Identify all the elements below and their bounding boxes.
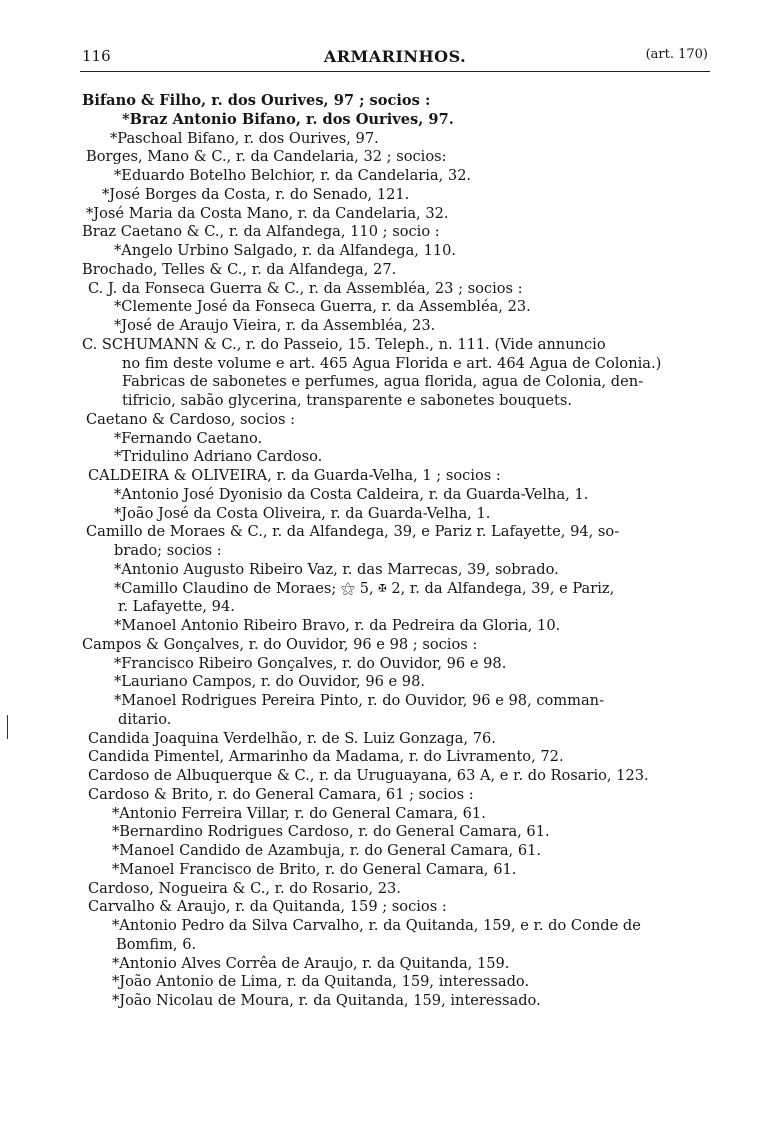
entry-line: Camillo de Moraes & C., r. da Alfandega, 39, e Pariz r. Lafayette, 94, so-: [86, 523, 620, 541]
entry-line: Campos & Gonçalves, r. do Ouvidor, 96 e 98 ; socios :: [82, 635, 478, 653]
section-title: ARMARINHOS.: [323, 47, 467, 66]
entry-line: *Fernando Caetano.: [114, 429, 263, 447]
entry-line: *Antonio Alves Corrêa de Araujo, r. da Quitanda, 159.: [112, 954, 510, 972]
entry-line: *Bernardino Rodrigues Cardoso, r. do General Camara, 61.: [112, 823, 550, 841]
directory-entries: [82, 92, 722, 1011]
entry-line: *Antonio Ferreira Villar, r. do General Camara, 61.: [112, 804, 486, 822]
entry-line: *José Maria da Costa Mano, r. da Candelaria, 32.: [86, 204, 449, 222]
entry-line: Caetano & Cardoso, socios :: [86, 410, 295, 428]
entry-line: Fabricas de sabonetes e perfumes, agua florida, agua de Colonia, den-: [122, 373, 644, 391]
entry-line: *Antonio José Dyonisio da Costa Caldeira, r. da Guarda-Velha, 1.: [114, 485, 589, 503]
entry-line: Braz Caetano & C., r. da Alfandega, 110 ; socio :: [82, 223, 440, 241]
entry-line: *João Nicolau de Moura, r. da Quitanda, 159, interessado.: [112, 992, 541, 1009]
entry-line: *Paschoal Bifano, r. dos Ourives, 97.: [110, 129, 379, 147]
entry-line: ditario.: [118, 710, 172, 728]
entry-line: *Angelo Urbino Salgado, r. da Alfandega, 110.: [114, 242, 457, 259]
entry-line: brado; socios :: [114, 542, 222, 559]
entry-line: *Antonio Pedro da Silva Carvalho, r. da Quitanda, 159, e r. do Conde de: [112, 917, 641, 934]
entry-line: *Manoel Rodrigues Pereira Pinto, r. do Ouvidor, 96 e 98, comman-: [114, 692, 605, 709]
entry-line: *Manoel Antonio Ribeiro Bravo, r. da Pedreira da Gloria, 10.: [114, 617, 561, 634]
entry-line: *Clemente José da Fonseca Guerra, r. da Assembléa, 23.: [114, 298, 531, 316]
entry-line: C. J. da Fonseca Guerra & C., r. da Assembléa, 23 ; socios :: [88, 279, 523, 297]
entry-line: *José Borges da Costa, r. do Senado, 121.: [102, 185, 410, 203]
entry-line: tifricio, sabão glycerina, transparente e sabonetes bouquets.: [122, 392, 573, 409]
entry-line: *Braz Antonio Bifano, r. dos Ourives, 97.: [122, 110, 454, 128]
entry-line: Cardoso, Nogueira & C., r. do Rosario, 23.: [88, 879, 401, 897]
entry-line: *João José da Costa Oliveira, r. da Guarda-Velha, 1.: [114, 504, 491, 522]
entry-line: no fim deste volume e art. 465 Agua Florida e art. 464 Agua de Colonia.): [122, 354, 662, 372]
entry-line: *Lauriano Campos, r. do Ouvidor, 96 e 98.: [114, 673, 426, 691]
entry-line: *Manoel Francisco de Brito, r. do General Camara, 61.: [112, 860, 517, 878]
entry-line: r. Lafayette, 94.: [118, 598, 235, 616]
entry-line: *João Antonio de Lima, r. da Quitanda, 159, interessado.: [112, 973, 530, 991]
entry-line: Bomfim, 6.: [116, 935, 197, 953]
margin-mark: [7, 715, 8, 739]
entry-line: *Manoel Candido de Azambuja, r. do General Camara, 61.: [112, 842, 542, 859]
entry-line: CALDEIRA & OLIVEIRA, r. da Guarda-Velha, 1 ; socios :: [88, 467, 501, 484]
entry-line: *Francisco Ribeiro Gonçalves, r. do Ouvidor, 96 e 98.: [114, 654, 507, 672]
entry-line: Carvalho & Araujo, r. da Quitanda, 159 ; socios :: [88, 898, 447, 916]
entry-line: *Camillo Claudino de Moraes; ⚝ 5, ✠ 2, r. da Alfandega, 39, e Pariz,: [114, 579, 615, 597]
entry-line: *Eduardo Botelho Belchior, r. da Candelaria, 32.: [114, 167, 472, 184]
entry-line: Cardoso & Brito, r. do General Camara, 61 ; socios :: [88, 785, 474, 803]
entry-line: *Antonio Augusto Ribeiro Vaz, r. das Marrecas, 39, sobrado.: [114, 560, 559, 578]
entry-line: C. SCHUMANN & C., r. do Passeio, 15. Teleph., n. 111. (Vide annuncio: [82, 335, 606, 353]
entry-line: Cardoso de Albuquerque & C., r. da Uruguayana, 63 A, e r. do Rosario, 123.: [88, 767, 649, 784]
page-header: [80, 47, 710, 72]
entry-line: *José de Araujo Vieira, r. da Assembléa, 23.: [114, 317, 436, 334]
entry-line: Candida Pimentel, Armarinho da Madama, r. do Livramento, 72.: [88, 748, 564, 766]
entry-line: Brochado, Telles & C., r. da Alfandega, 27.: [82, 260, 397, 278]
entry-line: Bifano & Filho, r. dos Ourives, 97 ; socios :: [82, 92, 431, 109]
entry-line: *Tridulino Adriano Cardoso.: [114, 448, 323, 466]
page-number: 116: [82, 47, 111, 65]
entry-line: Candida Joaquina Verdelhão, r. de S. Luiz Gonzaga, 76.: [88, 729, 496, 747]
entry-line: Borges, Mano & C., r. da Candelaria, 32 ; socios:: [86, 148, 447, 166]
article-reference: (art. 170): [645, 47, 708, 62]
